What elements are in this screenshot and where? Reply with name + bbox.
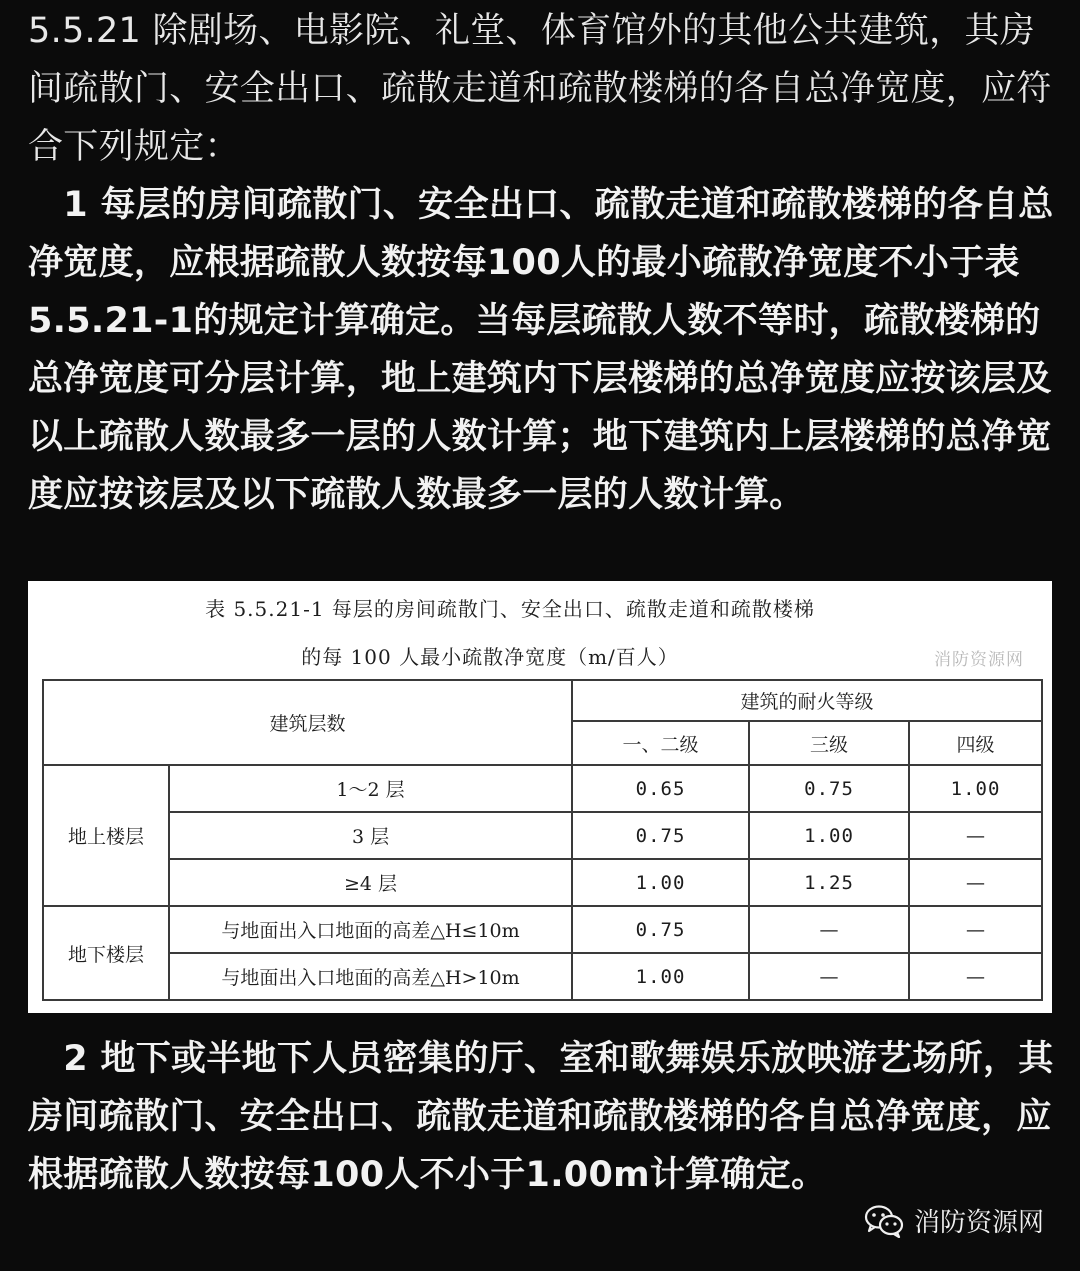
clause-intro: 5.5.21 除剧场、电影院、礼堂、体育馆外的其他公共建筑，其房间疏散门、安全出口、疏散走道和疏散楼梯的各自总净宽度，应符合下列规定： (28, 11, 1052, 167)
table-caption-line-1: 表 5.5.21-1 每层的房间疏散门、安全出口、疏散走道和疏散楼梯 (205, 597, 815, 621)
row-label: ≥4 层 (169, 859, 572, 906)
header-grade-4: 四级 (909, 721, 1042, 765)
table-row (43, 812, 1042, 859)
cell-grade-3: 0.75 (749, 765, 909, 812)
header-grade-3: 三级 (749, 721, 909, 765)
cell-grade-3: — (749, 906, 909, 953)
group-below-ground: 地下楼层 (43, 906, 169, 1000)
header-fire-rating: 建筑的耐火等级 (572, 680, 1042, 721)
cell-grade-3: 1.00 (749, 812, 909, 859)
cell-grade-1-2: 0.65 (572, 765, 749, 812)
cell-grade-4: — (909, 953, 1042, 1000)
table-row (43, 906, 1042, 953)
header-floors: 建筑层数 (43, 680, 572, 765)
table-caption-line-2: 的每 100 人最小疏散净宽度（m/百人） (301, 645, 679, 669)
table-header-row (43, 680, 1042, 721)
group-above-ground: 地上楼层 (43, 765, 169, 906)
wechat-icon (864, 1204, 904, 1238)
cell-grade-4: — (909, 906, 1042, 953)
cell-grade-3: 1.25 (749, 859, 909, 906)
table-row (43, 765, 1042, 812)
row-label: 与地面出入口地面的高差△H>10m (169, 953, 572, 1000)
header-grade-1-2: 一、二级 (572, 721, 749, 765)
cell-grade-1-2: 1.00 (572, 859, 749, 906)
evacuation-width-table (42, 679, 1043, 1001)
cell-grade-1-2: 1.00 (572, 953, 749, 1000)
footer-watermark (864, 1202, 1044, 1239)
cell-grade-4: — (909, 812, 1042, 859)
table-image-panel (28, 581, 1052, 1013)
row-label: 3 层 (169, 812, 572, 859)
cell-grade-1-2: 0.75 (572, 812, 749, 859)
footer-brand: 消防资源网 (913, 1208, 1044, 1238)
cell-grade-1-2: 0.75 (572, 906, 749, 953)
table-watermark: 消防资源网 (934, 650, 1024, 670)
row-label: 1～2 层 (169, 765, 572, 812)
row-label: 与地面出入口地面的高差△H≤10m (169, 906, 572, 953)
cell-grade-4: 1.00 (909, 765, 1042, 812)
cell-grade-3: — (749, 953, 909, 1000)
table-row (43, 859, 1042, 906)
cell-grade-4: — (909, 859, 1042, 906)
table-row (43, 953, 1042, 1000)
clause-item-2: 2 地下或半地下人员密集的厅、室和歌舞娱乐放映游艺场所，其房间疏散门、安全出口、疏散走道和疏散楼梯的各自总净宽度，应根据疏散人数按每100人不小于1.00m计算确定。 (28, 1039, 1054, 1195)
clause-item-1: 1 每层的房间疏散门、安全出口、疏散走道和疏散楼梯的各自总净宽度，应根据疏散人数按每100人的最小疏散净宽度不小于表5.5.21-1的规定计算确定。当每层疏散人数不等时，疏散楼梯的总净宽度可分层计算，地上建筑内下层楼梯的总净宽度应按该层及以上疏散人数最多一层的人数计算；地下建筑内上层楼梯的总净宽度应按该层及以下疏散人数最多一层的人数计算。 (28, 185, 1054, 515)
